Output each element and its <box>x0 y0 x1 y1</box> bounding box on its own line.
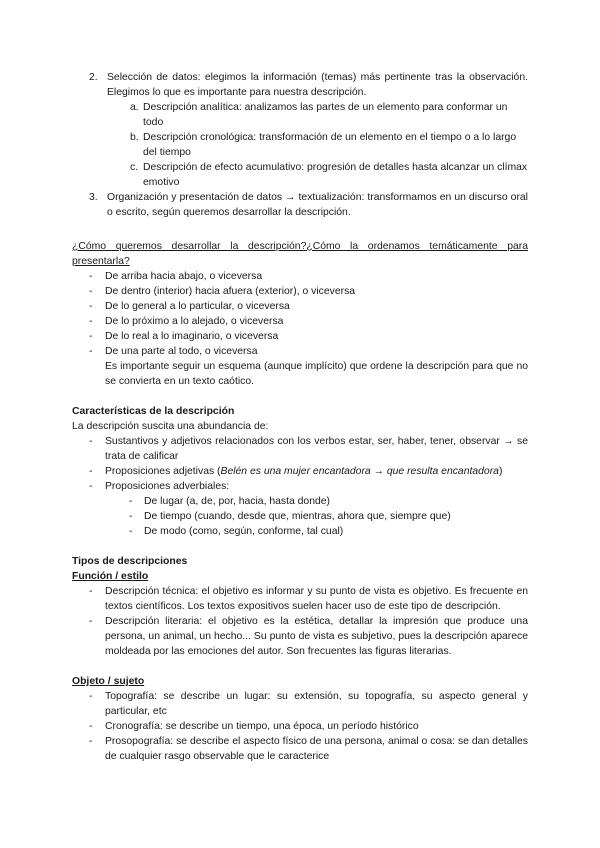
objeto-text: Cronografía: se describe un tiempo, una época, un período histórico <box>105 721 419 732</box>
adverbial-item <box>129 494 528 509</box>
caracteristica-item <box>89 464 528 479</box>
dash-bullet: - <box>89 616 93 627</box>
order-item-text: De una parte al todo, o viceversa <box>105 346 258 357</box>
item-text: Organización y presentación de datos → textualización: transformamos en un discurso oral o escrito, según queremos desarrollar la descripción. <box>107 192 528 218</box>
caracteristica-text <box>105 464 528 479</box>
funcion-text: Descripción técnica: el objetivo es informar y su punto de vista es objetivo. Es frecuente en textos científicos. Los textos expositivos suelen hacer uso de este tipo de descripción. <box>105 586 528 612</box>
order-item <box>89 269 528 284</box>
dash-bullet: - <box>89 721 93 732</box>
funcion-text: Descripción literaria: el objetivo es la estética, detallar la impresión que produce una persona, un animal, un hecho... Su punto de vista es subjetivo, pues la descripción aparece moldeada por las emociones del autor. Son frecuentes las figuras literarias. <box>105 616 528 657</box>
sub-item-text: Descripción cronológica: transformación de un elemento en el tiempo o a lo largo del tiempo <box>143 132 517 158</box>
funcion-item <box>89 614 528 659</box>
funcion-subheading: Función / estilo <box>72 571 149 582</box>
adverbial-item <box>129 509 528 524</box>
sub-item-letter: c. <box>130 162 139 173</box>
numbered-item-3 <box>89 190 528 220</box>
dash-bullet: - <box>89 466 93 477</box>
caracteristicas-intro: La descripción suscita una abundancia de: <box>72 421 269 432</box>
dash-bullet: - <box>89 586 93 597</box>
dash-bullet: - <box>129 496 133 507</box>
sub-item-letter: b. <box>130 132 139 143</box>
order-item-text: De lo real a lo imaginario, o viceversa <box>105 331 279 342</box>
order-item-text: De dentro (interior) hacia afuera (exterior), o viceversa <box>105 286 356 297</box>
dash-bullet: - <box>89 286 93 297</box>
objeto-subheading: Objeto / sujeto <box>72 676 145 687</box>
sub-item-a <box>130 100 528 130</box>
objeto-text: Prosopografía: se describe el aspecto físico de una persona, animal o cosa: se dan detalles de cualquier rasgo observable que le caracterice <box>105 736 528 762</box>
dash-bullet: - <box>89 481 93 492</box>
dash-bullet: - <box>89 736 93 747</box>
dash-bullet: - <box>89 691 93 702</box>
sub-item-c <box>130 160 528 190</box>
order-note: Es importante seguir un esquema (aunque implícito) que ordene la descripción para que no se convierta en un texto caótico. <box>105 361 528 387</box>
sub-item-text: Descripción de efecto acumulativo: progresión de detalles hasta alcanzar un clímax emotivo <box>143 162 528 188</box>
caracteristicas-heading: Características de la descripción <box>72 406 235 417</box>
order-item-text: De arriba hacia abajo, o viceversa <box>105 271 263 282</box>
order-item-text: De lo próximo a lo alejado, o viceversa <box>105 316 284 327</box>
funcion-item <box>89 584 528 614</box>
suffix-text: ) <box>498 466 503 477</box>
example-italic: Belén es una mujer encantadora → que resulta encantadora <box>220 466 499 477</box>
sub-item-b <box>130 130 528 160</box>
caracteristica-text: Sustantivos y adjetivos relacionados con los verbos estar, ser, haber, tener, observar → se trata de calificar <box>105 436 528 462</box>
item-number: 3. <box>89 192 98 203</box>
sub-item-text: Descripción analítica: analizamos las partes de un elemento para conformar un todo <box>143 102 508 128</box>
objeto-item <box>89 689 528 719</box>
dash-bullet: - <box>129 526 133 537</box>
objeto-item <box>89 719 528 734</box>
sub-item-letter: a. <box>130 102 139 113</box>
order-item <box>89 329 528 344</box>
dash-bullet: - <box>89 436 93 447</box>
adverbial-text: De lugar (a, de, por, hacia, hasta donde) <box>144 496 330 507</box>
dash-bullet: - <box>89 301 93 312</box>
dash-bullet: - <box>89 346 93 357</box>
numbered-item-2 <box>89 70 528 100</box>
caracteristica-text: Proposiciones adverbiales: <box>105 481 230 492</box>
order-item-text: De lo general a lo particular, o viceversa <box>105 301 290 312</box>
order-item <box>89 284 528 299</box>
dash-bullet: - <box>89 271 93 282</box>
dash-bullet: - <box>129 511 133 522</box>
item-text: Selección de datos: elegimos la información (temas) más pertinente tras la observación. Elegimos lo que es importante para nuestra descripción. <box>107 72 528 98</box>
document-page <box>72 70 528 764</box>
adverbial-text: De tiempo (cuando, desde que, mientras, ahora que, siempre que) <box>144 511 451 522</box>
item-number: 2. <box>89 72 98 83</box>
tipos-heading: Tipos de descripciones <box>72 556 188 567</box>
prefix-text: Proposiciones adjetivas ( <box>105 466 221 477</box>
adverbial-text: De modo (como, según, conforme, tal cual) <box>144 526 344 537</box>
caracteristica-item <box>89 434 528 464</box>
dash-bullet: - <box>89 331 93 342</box>
order-item <box>89 344 528 359</box>
order-item <box>89 299 528 314</box>
order-question: ¿Cómo queremos desarrollar la descripción?¿Cómo la ordenamos temáticamente para presentarla? <box>72 241 528 267</box>
objeto-item <box>89 734 528 764</box>
adverbial-item <box>129 524 528 539</box>
order-item <box>89 314 528 329</box>
caracteristica-item <box>89 479 528 494</box>
objeto-text: Topografía: se describe un lugar: su extensión, su topografía, su aspecto general y particular, etc <box>105 691 528 717</box>
dash-bullet: - <box>89 316 93 327</box>
